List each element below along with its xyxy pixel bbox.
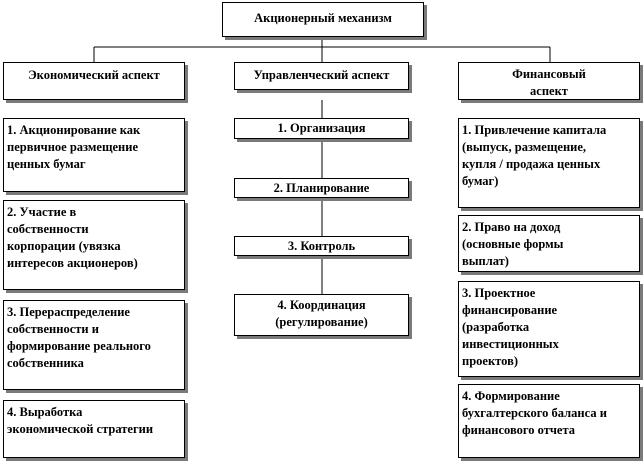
financial-item-3-text: 3. Проектное финансирование (разработка инвестиционных проектов)	[462, 286, 559, 368]
financial-item-4	[458, 384, 640, 458]
financial-item-1-text: 1. Привлечение капитала (выпуск, размещение, купля / продажа ценных бумаг)	[462, 123, 607, 188]
column-header-financial-box	[458, 62, 640, 100]
column-header-financial: Финансовый аспект	[512, 67, 586, 98]
financial-item-3	[458, 281, 640, 377]
economic-item-1	[3, 118, 185, 192]
management-item-3-text: 3. Контроль	[287, 239, 356, 253]
economic-item-3-text: 3. Перераспределение собственности и формирование реального собственника	[7, 305, 151, 370]
management-item-4	[234, 294, 409, 336]
economic-item-3	[3, 300, 185, 390]
economic-item-2-text: 2. Участие в собственности корпорации (увязка интересов акционеров)	[7, 205, 138, 270]
management-item-2-text: 2. Планирование	[273, 181, 370, 195]
column-header-economic-box	[3, 62, 185, 100]
management-item-3	[234, 236, 409, 256]
financial-item-2	[458, 215, 640, 272]
diagram-title: Акционерный механизм	[254, 11, 392, 25]
financial-item-2-text: 2. Право на доход (основные формы выплат)	[462, 220, 564, 268]
column-header-economic: Экономический аспект	[28, 68, 160, 82]
diagram-title-box	[222, 2, 424, 37]
economic-item-4	[3, 400, 185, 458]
economic-item-1-text: 1. Акционирование как первичное размещение ценных бумаг	[7, 123, 141, 171]
economic-item-4-text: 4. Выработка экономической стратегии	[7, 405, 154, 436]
management-item-4-text: 4. Координация (регулирование)	[275, 298, 368, 329]
management-item-1	[234, 118, 409, 139]
management-item-1-text: 1. Организация	[277, 121, 366, 135]
column-header-management: Управленческий аспект	[253, 68, 390, 82]
financial-item-4-text: 4. Формирование бухгалтерского баланса и финансового отчета	[462, 389, 607, 437]
column-header-management-box	[234, 62, 409, 90]
management-item-2	[234, 178, 409, 198]
economic-item-2	[3, 200, 185, 290]
financial-item-1	[458, 118, 640, 208]
